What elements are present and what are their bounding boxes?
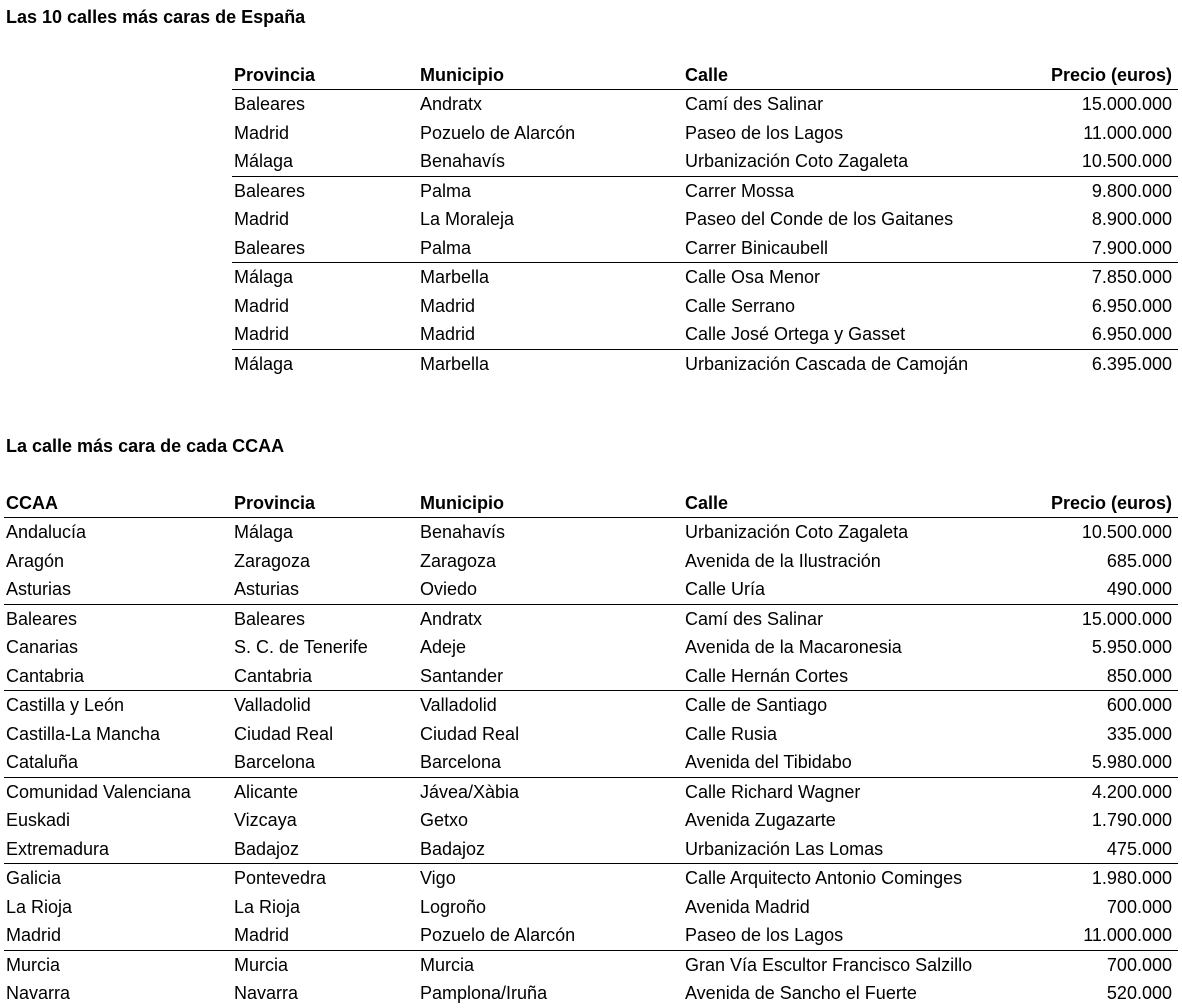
- table-cell: Baleares: [234, 237, 306, 258]
- table-cell: Navarra: [6, 983, 71, 1004]
- table-cell: 850.000: [1106, 665, 1172, 686]
- ccaa-title: La calle más cara de cada CCAA: [6, 436, 285, 456]
- table-cell: Ciudad Real: [234, 723, 334, 744]
- table-cell: Vigo: [418, 864, 683, 893]
- table-row: [232, 90, 1178, 119]
- table-cell: 685.000: [1106, 550, 1172, 571]
- table-cell: Avenida Zugazarte: [685, 810, 836, 831]
- table-cell: Gran Vía Escultor Francisco Salzillo: [683, 950, 1010, 979]
- table-cell: 11.000.000: [1083, 122, 1172, 143]
- table-cell: Paseo de los Lagos: [685, 122, 844, 143]
- column-header: Precio (euros): [1010, 488, 1178, 518]
- table-cell: 520.000: [1106, 983, 1172, 1004]
- table-cell: 6.950.000: [1091, 295, 1172, 316]
- table-cell: 7.900.000: [1091, 237, 1172, 258]
- table-row: [232, 263, 1178, 292]
- table-cell: Urbanización Las Lomas: [685, 838, 884, 859]
- table-cell: Palma: [420, 237, 472, 258]
- table-cell: Avenida del Tibidabo: [685, 752, 852, 773]
- table-cell: Zaragoza: [234, 550, 311, 571]
- table-cell: Málaga: [232, 263, 418, 292]
- table-cell: 5.980.000: [1091, 752, 1172, 773]
- table-row: [232, 349, 1178, 378]
- column-header: Provincia: [232, 488, 418, 518]
- column-header: Calle: [683, 488, 1010, 518]
- table-cell: Adeje: [420, 637, 467, 658]
- table-row: [232, 292, 1178, 321]
- column-header: CCAA: [4, 488, 232, 518]
- top10-table: [232, 60, 1178, 378]
- table-cell: Andratx: [418, 604, 683, 633]
- table-cell: Málaga: [234, 151, 294, 172]
- table-cell: Madrid: [234, 925, 290, 946]
- table-row: [4, 748, 1178, 777]
- table-cell: 335.000: [1106, 723, 1172, 744]
- table-cell: Castilla y León: [4, 691, 232, 720]
- table-cell: Jávea/Xàbia: [418, 777, 683, 806]
- table-cell: Camí des Salinar: [685, 94, 824, 115]
- table-cell: Madrid: [234, 122, 290, 143]
- table-cell: Urbanización Coto Zagaleta: [685, 522, 909, 543]
- table-cell: Calle Richard Wagner: [683, 777, 1010, 806]
- table-cell: 10.500.000: [1081, 151, 1172, 172]
- table-cell: Santander: [420, 665, 504, 686]
- table-row: [4, 950, 1178, 979]
- table-header-row: [232, 60, 1178, 90]
- table-cell: Badajoz: [420, 838, 486, 859]
- table-cell: Valladolid: [232, 691, 418, 720]
- table-cell: Calle de Santiago: [683, 691, 1010, 720]
- table-cell: Canarias: [6, 637, 79, 658]
- table-cell: Murcia: [232, 950, 418, 979]
- table-cell: Aragón: [6, 550, 65, 571]
- table-row: [4, 662, 1178, 691]
- table-row: [232, 119, 1178, 148]
- table-cell: Baleares: [232, 176, 418, 205]
- table-cell: Oviedo: [420, 579, 478, 600]
- table-cell: Barcelona: [420, 752, 502, 773]
- ccaa-table: [4, 488, 1178, 1008]
- table-cell: Benahavís: [420, 151, 506, 172]
- table-cell: 1.790.000: [1091, 810, 1172, 831]
- table-row: [232, 147, 1178, 176]
- table-cell: Málaga: [234, 522, 294, 543]
- table-cell: 1.980.000: [1010, 864, 1178, 893]
- table-cell: Andratx: [420, 94, 483, 115]
- table-cell: La Rioja: [234, 896, 301, 917]
- column-header: Calle: [683, 60, 1010, 90]
- table-cell: Alicante: [232, 777, 418, 806]
- table-cell: Calle Uría: [685, 579, 766, 600]
- table-cell: 600.000: [1010, 691, 1178, 720]
- table-row: [4, 806, 1178, 835]
- table-cell: Avenida de la Macaronesia: [685, 637, 902, 658]
- table-row: [4, 633, 1178, 662]
- table-cell: Carrer Mossa: [683, 176, 1010, 205]
- table-cell: Baleares: [232, 604, 418, 633]
- table-row: [232, 205, 1178, 234]
- table-row: [232, 234, 1178, 263]
- table-row: [4, 893, 1178, 922]
- table-cell: Calle Hernán Cortes: [685, 665, 849, 686]
- table-cell: Palma: [418, 176, 683, 205]
- table-cell: Pamplona/Iruña: [420, 983, 548, 1004]
- table-header-row: [4, 488, 1178, 518]
- table-cell: Baleares: [4, 604, 232, 633]
- table-cell: Madrid: [420, 324, 476, 345]
- table-cell: Castilla-La Mancha: [6, 723, 161, 744]
- table-cell: Baleares: [234, 94, 306, 115]
- table-cell: Marbella: [418, 349, 683, 378]
- column-header: Municipio: [418, 60, 683, 90]
- table-cell: Madrid: [234, 295, 290, 316]
- table-cell: Marbella: [418, 263, 683, 292]
- table-cell: Valladolid: [418, 691, 683, 720]
- table-row: [4, 604, 1178, 633]
- table-row: [4, 518, 1178, 547]
- table-cell: Málaga: [232, 349, 418, 378]
- table-row: [4, 547, 1178, 576]
- table-cell: Madrid: [234, 209, 290, 230]
- table-row: [4, 720, 1178, 749]
- table-cell: Calle Arquitecto Antonio Cominges: [683, 864, 1010, 893]
- table-row: [4, 691, 1178, 720]
- table-cell: Calle Osa Menor: [683, 263, 1010, 292]
- table-cell: 8.900.000: [1091, 209, 1172, 230]
- table-row: [232, 176, 1178, 205]
- table-cell: 4.200.000: [1010, 777, 1178, 806]
- table-row: [4, 777, 1178, 806]
- table-cell: La Moraleja: [420, 209, 515, 230]
- table-cell: Ciudad Real: [420, 723, 520, 744]
- table-cell: 6.395.000: [1010, 349, 1178, 378]
- table-cell: Avenida de Sancho el Fuerte: [685, 983, 917, 1004]
- table-cell: Avenida de la Ilustración: [685, 550, 881, 571]
- table-cell: Badajoz: [234, 838, 300, 859]
- table-cell: Madrid: [6, 925, 62, 946]
- table-cell: 11.000.000: [1083, 925, 1172, 946]
- table-cell: 9.800.000: [1010, 176, 1178, 205]
- table-cell: Camí des Salinar: [683, 604, 1010, 633]
- table-cell: Calle José Ortega y Gasset: [685, 324, 906, 345]
- table-row: [4, 979, 1178, 1008]
- table-cell: Zaragoza: [420, 550, 497, 571]
- table-cell: Getxo: [420, 810, 469, 831]
- table-cell: Pozuelo de Alarcón: [420, 925, 576, 946]
- table-cell: Urbanización Cascada de Camoján: [683, 349, 1010, 378]
- top10-title: Las 10 calles más caras de España: [6, 7, 306, 27]
- table-cell: Benahavís: [420, 522, 506, 543]
- column-header: Precio (euros): [1010, 60, 1178, 90]
- table-cell: 6.950.000: [1091, 324, 1172, 345]
- table-cell: Galicia: [4, 864, 232, 893]
- table-cell: Logroño: [420, 896, 487, 917]
- table-cell: Carrer Binicaubell: [685, 237, 829, 258]
- table-row: [232, 320, 1178, 349]
- table-cell: S. C. de Tenerife: [234, 637, 368, 658]
- table-cell: Madrid: [234, 324, 290, 345]
- table-row: [4, 575, 1178, 604]
- table-cell: Euskadi: [6, 810, 71, 831]
- table-cell: Comunidad Valenciana: [4, 777, 232, 806]
- table-cell: 5.950.000: [1091, 637, 1172, 658]
- table-cell: Extremadura: [6, 838, 110, 859]
- table-cell: Barcelona: [234, 752, 316, 773]
- table-cell: Navarra: [234, 983, 299, 1004]
- table-cell: Murcia: [4, 950, 232, 979]
- column-header: Municipio: [418, 488, 683, 518]
- table-row: [4, 864, 1178, 893]
- table-cell: Vizcaya: [234, 810, 297, 831]
- table-row: [4, 835, 1178, 864]
- table-cell: 7.850.000: [1010, 263, 1178, 292]
- table-cell: Pozuelo de Alarcón: [420, 122, 576, 143]
- table-cell: Madrid: [420, 295, 476, 316]
- table-cell: Asturias: [6, 579, 72, 600]
- table-cell: 10.500.000: [1081, 522, 1172, 543]
- table-cell: Pontevedra: [232, 864, 418, 893]
- table-cell: 15.000.000: [1010, 604, 1178, 633]
- table-cell: Cantabria: [234, 665, 313, 686]
- table-cell: Cantabria: [6, 665, 85, 686]
- table-cell: La Rioja: [6, 896, 73, 917]
- table-cell: Calle Rusia: [685, 723, 778, 744]
- table-row: [4, 921, 1178, 950]
- table-cell: 15.000.000: [1081, 94, 1172, 115]
- table-cell: 475.000: [1106, 838, 1172, 859]
- table-cell: Murcia: [418, 950, 683, 979]
- table-cell: Andalucía: [6, 522, 87, 543]
- table-cell: Calle Serrano: [685, 295, 796, 316]
- table-cell: Avenida Madrid: [685, 896, 810, 917]
- table-cell: 700.000: [1106, 896, 1172, 917]
- table-cell: 700.000: [1010, 950, 1178, 979]
- table-cell: 490.000: [1106, 579, 1172, 600]
- column-header: Provincia: [232, 60, 418, 90]
- table-cell: Urbanización Coto Zagaleta: [685, 151, 909, 172]
- table-cell: Paseo de los Lagos: [685, 925, 844, 946]
- table-cell: Asturias: [234, 579, 300, 600]
- table-cell: Paseo del Conde de los Gaitanes: [685, 209, 954, 230]
- table-cell: Cataluña: [6, 752, 79, 773]
